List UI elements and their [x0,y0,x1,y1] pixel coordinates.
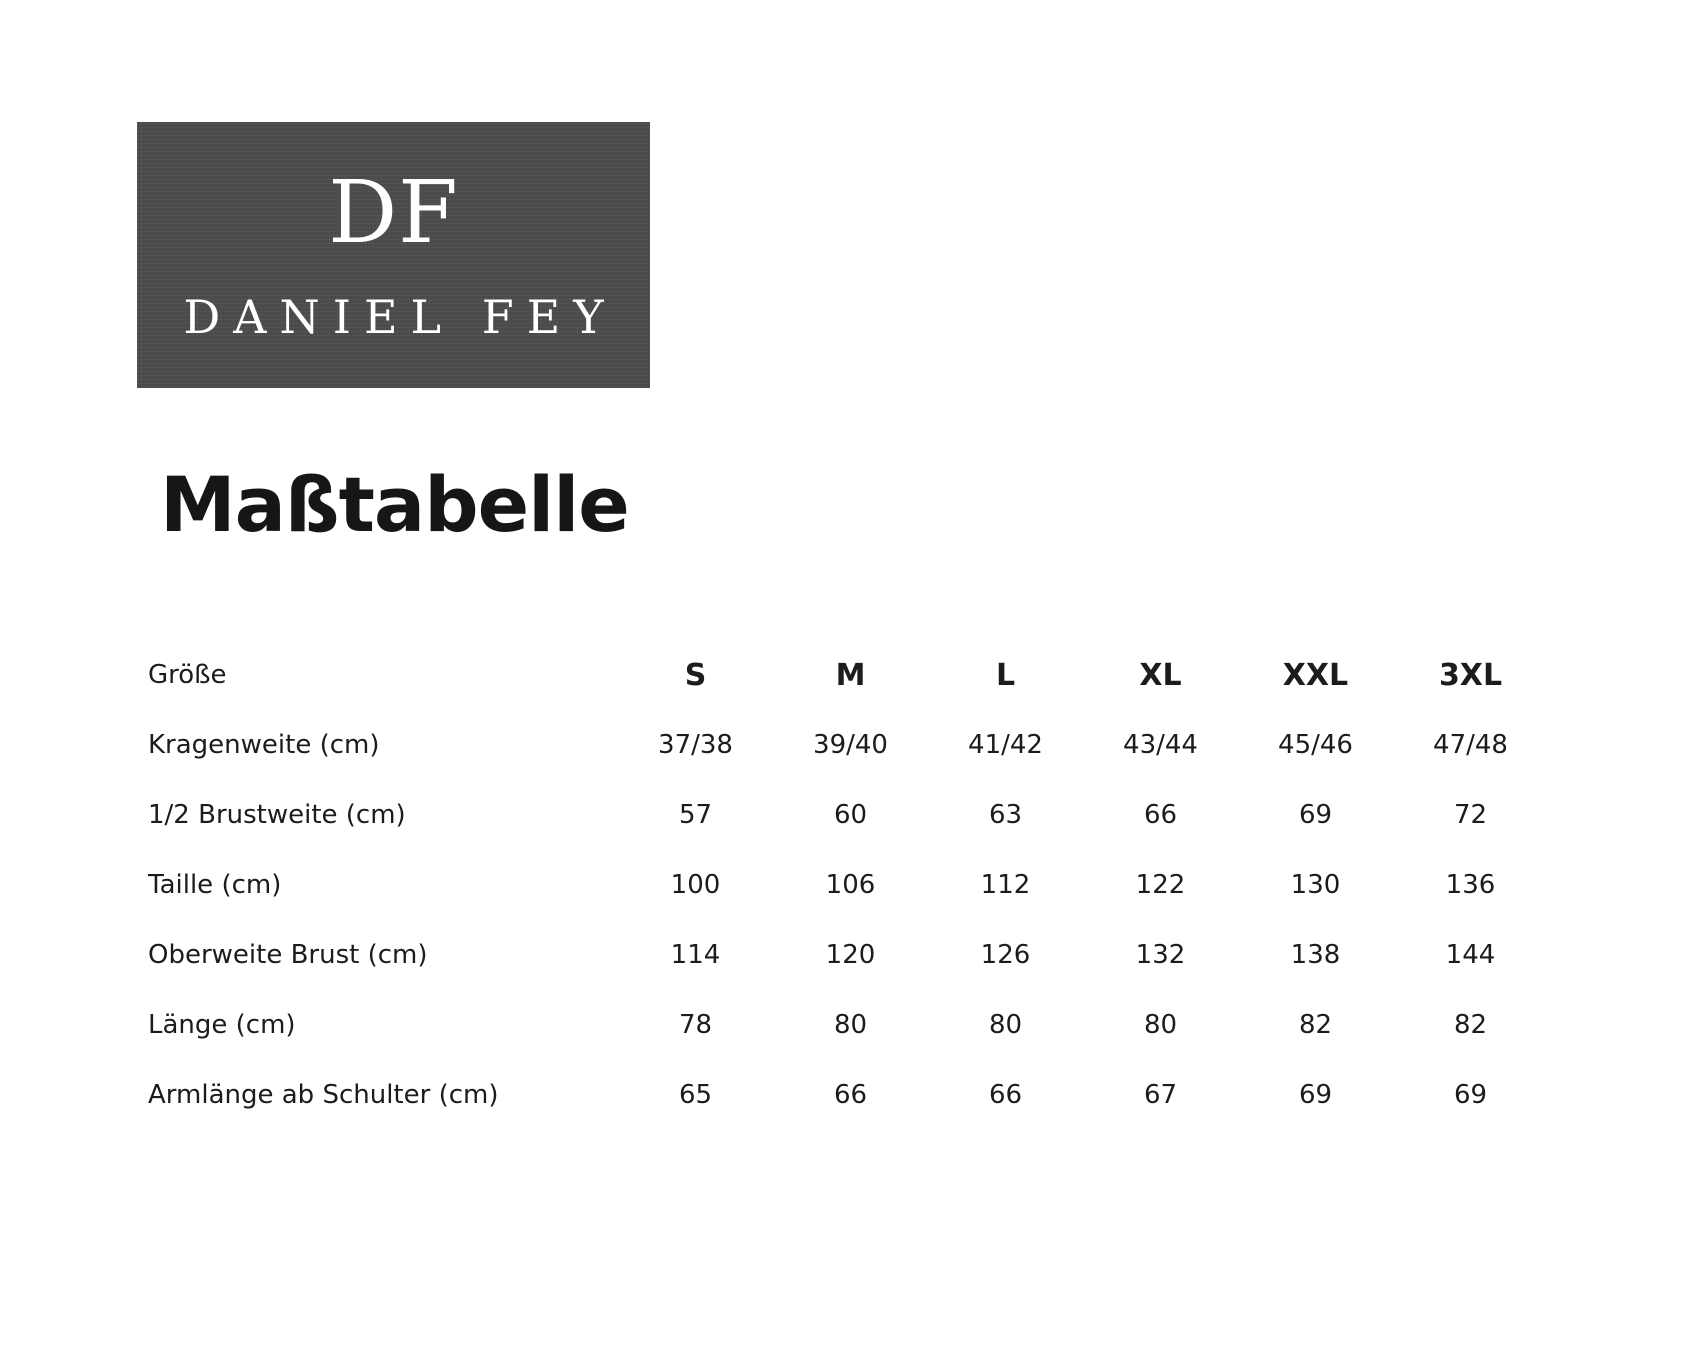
cell: 69 [1298,1080,1333,1110]
table-row [148,920,1548,990]
cell: 82 [1298,1010,1333,1040]
cell: 80 [833,1010,868,1040]
cell: 112 [980,870,1031,900]
column-header-l: L [995,657,1016,693]
cell: 63 [988,800,1023,830]
cell: 106 [825,870,876,900]
cell: 65 [678,1080,713,1110]
cell: 126 [980,940,1031,970]
cell: 72 [1453,800,1488,830]
cell: 66 [1143,800,1178,830]
cell: 114 [670,940,721,970]
row-label: Länge (cm) [148,1010,296,1040]
cell: 43/44 [1123,730,1198,760]
cell: 80 [1143,1010,1178,1040]
table-row [148,1060,1548,1130]
row-label: Armlänge ab Schulter (cm) [148,1080,499,1110]
cell: 45/46 [1278,730,1353,760]
cell: 138 [1290,940,1341,970]
table-row [148,710,1548,780]
cell: 69 [1453,1080,1488,1110]
cell: 47/48 [1433,730,1508,760]
cell: 136 [1445,870,1496,900]
cell: 80 [988,1010,1023,1040]
cell: 37/38 [658,730,733,760]
cell: 69 [1298,800,1333,830]
column-header-m: M [835,657,866,693]
cell: 82 [1453,1010,1488,1040]
column-header-3xl: 3XL [1438,657,1503,693]
table-row [148,990,1548,1060]
cell: 67 [1143,1080,1178,1110]
brand-logo [137,122,650,388]
table-row [148,780,1548,850]
cell: 66 [988,1080,1023,1110]
row-label: Oberweite Brust (cm) [148,940,428,970]
brand-name: DANIEL FEY [183,290,617,344]
cell: 39/40 [813,730,888,760]
brand-monogram: DF [328,163,459,263]
column-header-xl: XL [1139,657,1182,693]
page-title: Maßtabelle [160,460,629,549]
cell: 132 [1135,940,1186,970]
cell: 130 [1290,870,1341,900]
row-label: Taille (cm) [148,870,282,900]
cell: 60 [833,800,868,830]
cell: 78 [678,1010,713,1040]
row-label: 1/2 Brustweite (cm) [148,800,406,830]
cell: 66 [833,1080,868,1110]
cell: 100 [670,870,721,900]
cell: 122 [1135,870,1186,900]
column-header-s: S [684,657,707,693]
table-header-row [148,640,1548,710]
size-table [148,640,1548,1130]
table-corner-label: Größe [148,660,227,690]
cell: 144 [1445,940,1496,970]
cell: 120 [825,940,876,970]
column-header-xxl: XXL [1282,657,1349,693]
row-label: Kragenweite (cm) [148,730,380,760]
table-row [148,850,1548,920]
cell: 57 [678,800,713,830]
cell: 41/42 [968,730,1043,760]
